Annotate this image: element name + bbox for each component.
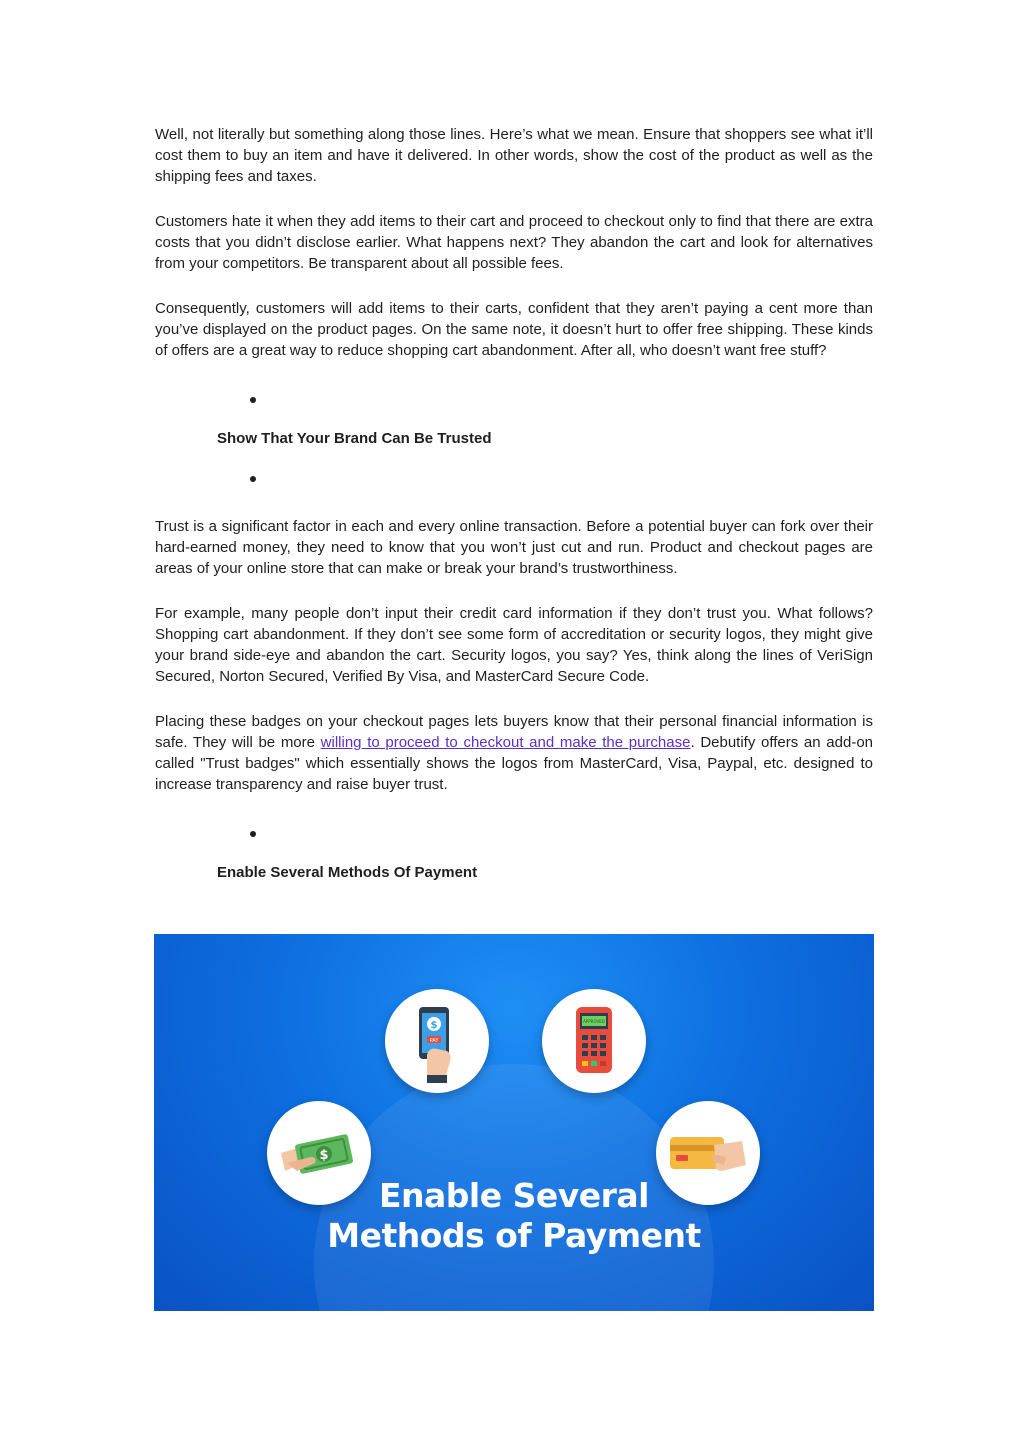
paragraph-text: Placing these badges on your checkout pages lets buyers know that their personal financial information is safe. They will be more [155, 713, 873, 751]
paragraph-shipping-costs: Well, not literally but something along those lines. Here’s what we mean. Ensure that shoppers see what it’ll cost them to buy an item and have it delivered. In other words, show the cost of the product as well as the shipping fees and taxes. [155, 126, 873, 185]
payment-methods-banner [154, 934, 874, 1311]
svg-text:$: $ [430, 1020, 438, 1031]
card-terminal-icon [542, 989, 646, 1093]
heading-payment-methods: Enable Several Methods Of Payment [217, 864, 478, 881]
paragraph-hidden-costs: Customers hate it when they add items to their cart and proceed to checkout only to find that there are extra costs that you didn’t disclose earlier. What happens next? They abandon the cart and look for alternatives from your competitors. Be transparent about all possible fees. [155, 213, 873, 272]
svg-text:$: $ [319, 1148, 329, 1163]
svg-text:APPROVED: APPROVED [583, 1019, 605, 1024]
paragraph-text: . Debutify offers an add-on called "Trust badges" which essentially shows the logos from MasterCard, Visa, Paypal, etc. designed to increase transparency and raise buyer trust. [155, 734, 874, 793]
paragraph-security-logos: For example, many people don’t input their credit card information if they don’t trust you. What follows? Shopping cart abandonment. If they don’t see some form of accreditation or security logos, they might give your brand side-eye and abandon the cart. Security logos, you say? Yes, think along the lines of VeriSign Secured, Norton Secured, Verified By Visa, and MasterCard Secure Code. [155, 605, 873, 685]
bullet-dot [250, 831, 256, 837]
paragraph-free-shipping: Consequently, customers will add items to their carts, confident that they aren’t paying a cent more than you’ve displayed on the product pages. On the same note, it doesn’t hurt to offer free shipping. These kinds of offers are a great way to reduce shopping cart abandonment. After all, who doesn’t want free stuff? [155, 300, 873, 359]
paragraph-trust-badges [155, 711, 873, 795]
bullet-dot [250, 476, 256, 482]
list-bullet [155, 379, 873, 419]
list-bullet [155, 458, 873, 498]
banner-title-line-2: Methods of Payment [327, 1216, 701, 1255]
paragraph-trust-factor: Trust is a significant factor in each and every online transaction. Before a potential buyer can fork over their hard-earned money, they need to know that you won’t just cut and run. Product and checkout pages are areas of your online store that can make or break your brand’s trustworthiness. [155, 518, 873, 577]
article-body [155, 124, 873, 883]
heading-brand-trust: Show That Your Brand Can Be Trusted [217, 430, 492, 447]
checkout-purchase-link[interactable]: willing to proceed to checkout and make the purchase [320, 734, 691, 751]
bullet-dot [250, 397, 256, 403]
svg-text:PAY: PAY [429, 1038, 439, 1044]
banner-title-line-1: Enable Several [378, 1176, 649, 1215]
mobile-pay-icon [385, 989, 489, 1093]
list-bullet [155, 813, 873, 853]
